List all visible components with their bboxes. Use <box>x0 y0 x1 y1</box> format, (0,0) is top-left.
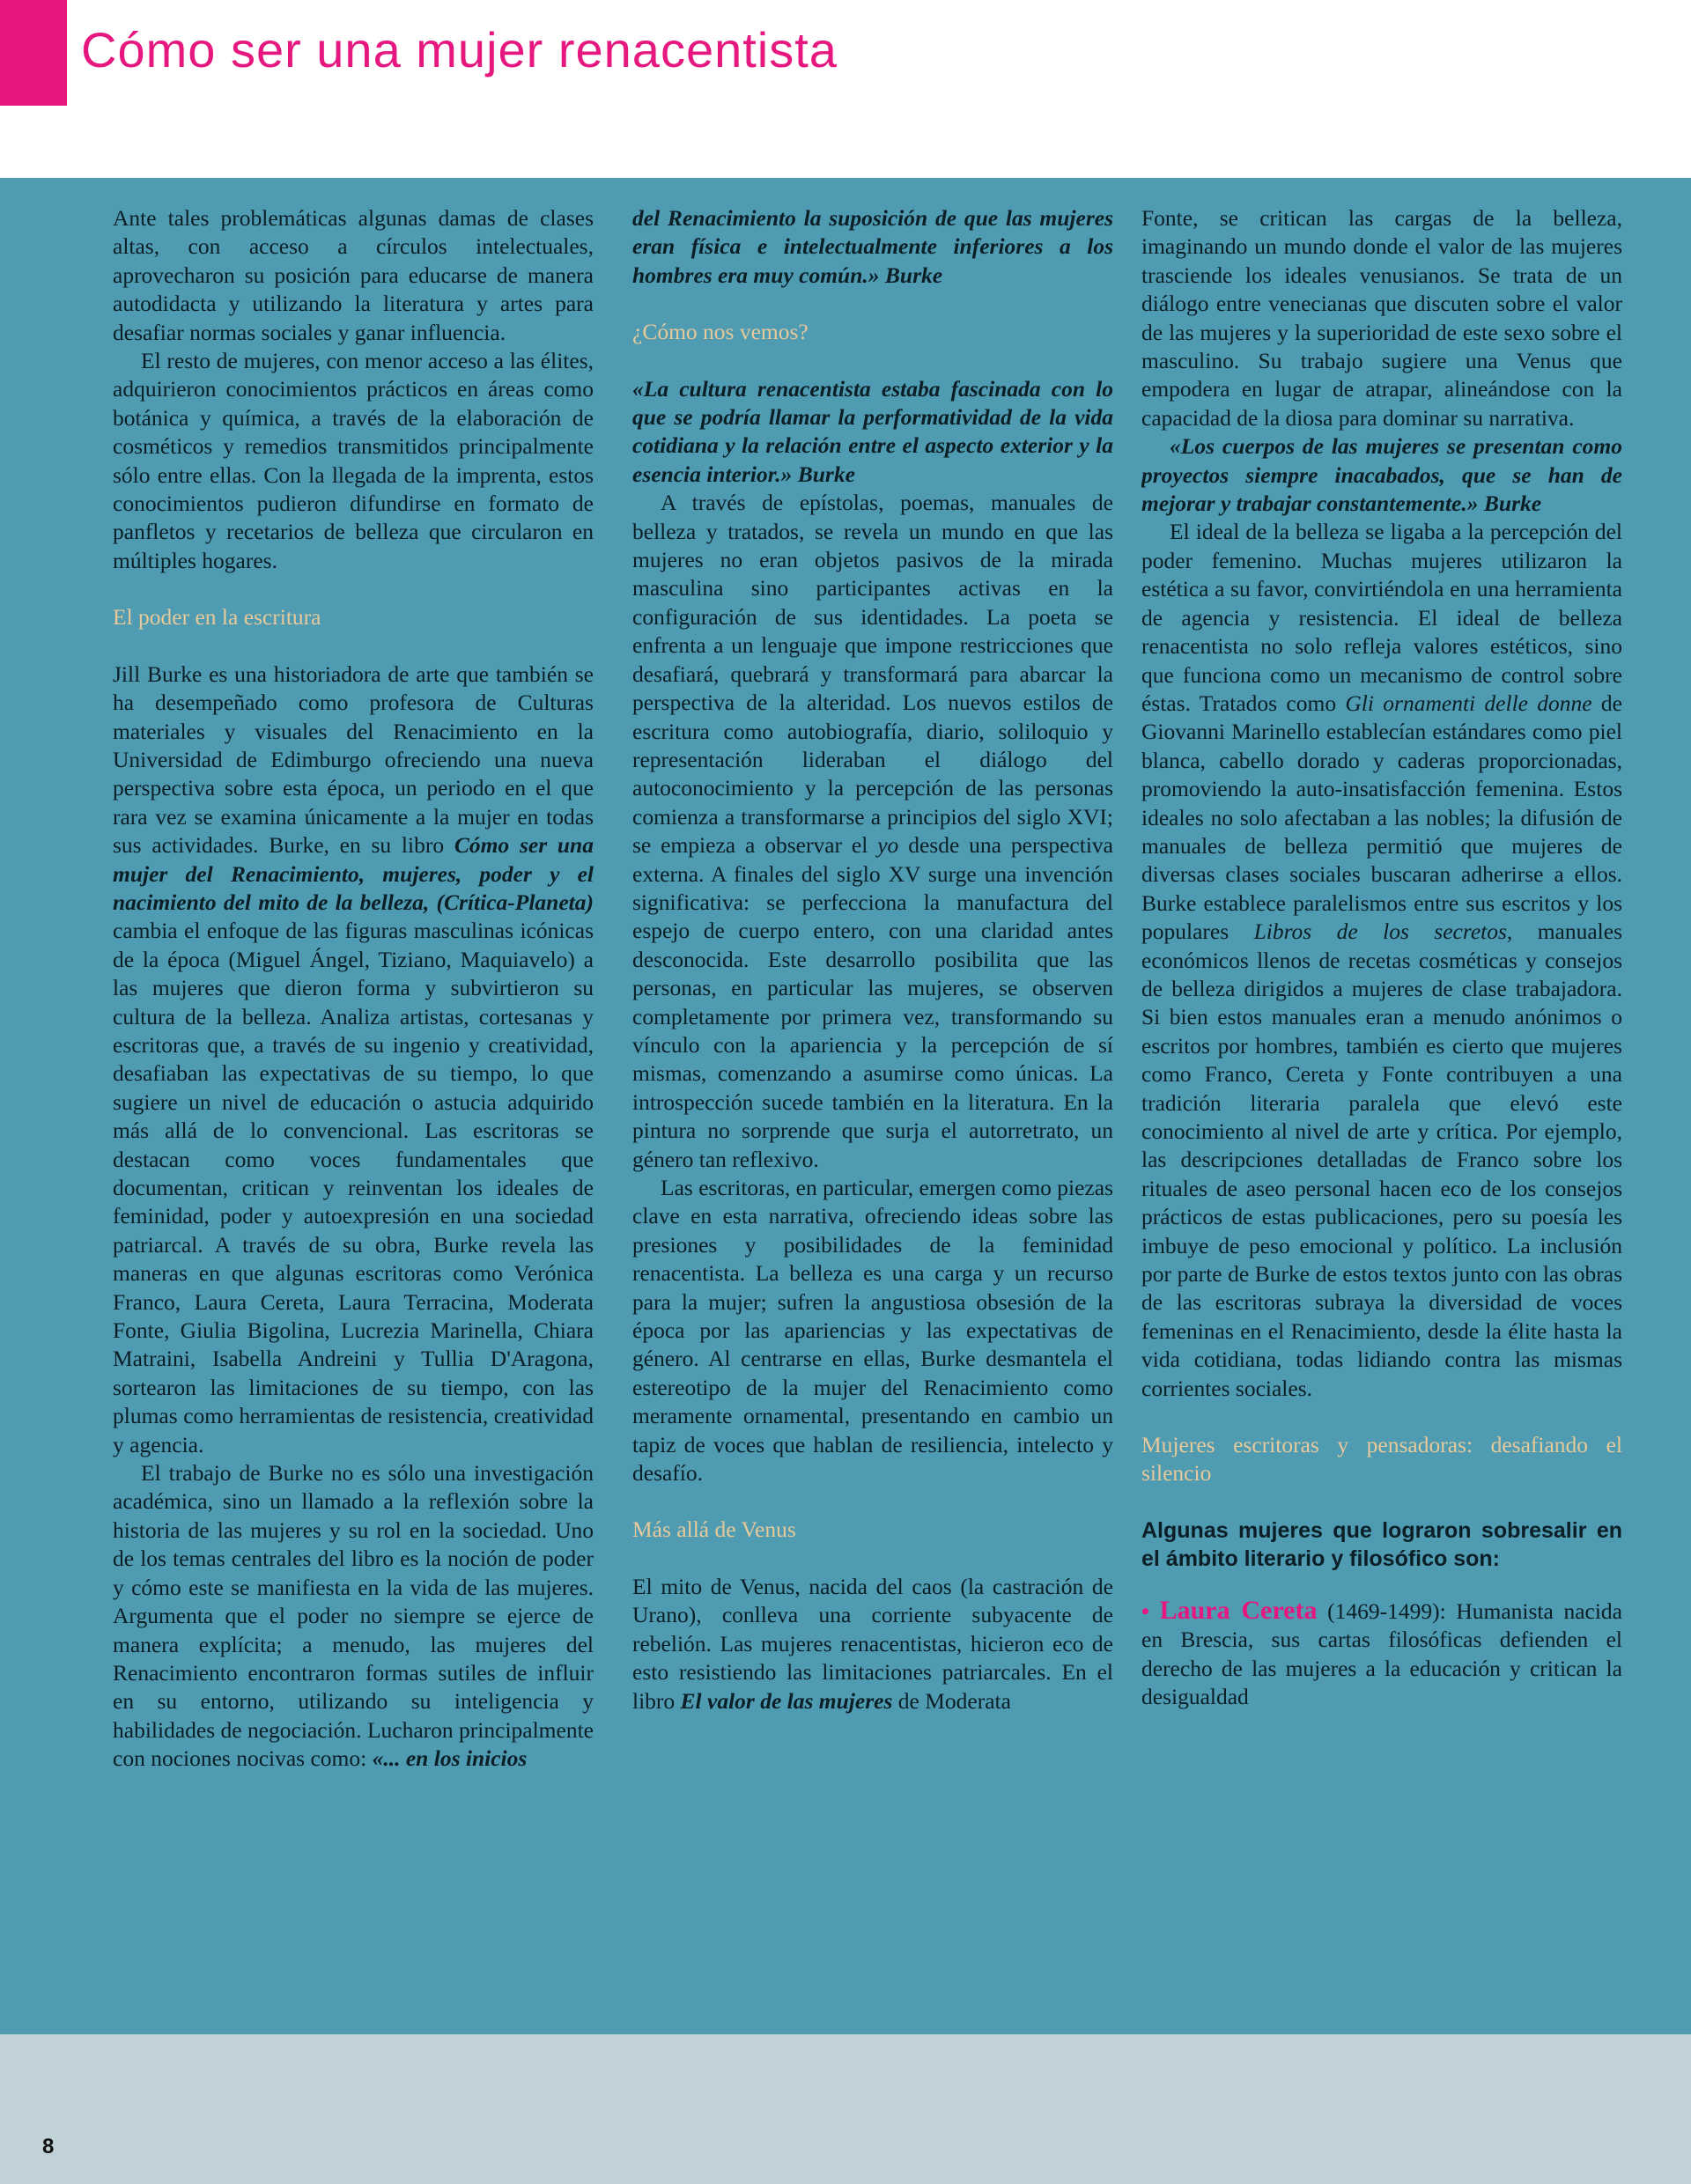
pull-quote: «Los cuerpos de las mujeres se presentan como proyectos siempre inacabados, que se han de mejorar y trabajar constantemente.» Burke <box>1141 433 1622 517</box>
paragraph: Fonte, se critican las cargas de la belleza, imaginando un mundo donde el valor de las mujeres trasciende los ideales venusianos. Se trata de un diálogo entre venecianas que discuten sobre el valor de las mujeres y la superioridad de este sexo sobre el masculino. Su trabajo sugiere una Venus que empodera en lugar de atrapar, alineándose con la capacidad de la diosa para dominar su narrativa. <box>1141 205 1622 431</box>
page-number: 8 <box>42 2135 55 2158</box>
list-intro: Algunas mujeres que lograron sobresalir en el ámbito literario y filosófico son: <box>1141 1517 1622 1572</box>
paragraph: El mito de Venus, nacida del caos (la castración de Urano), conlleva una corriente subyacente de rebelión. Las mujeres renacentistas, hicieron eco de esto resistiendo las limitaciones patriarcales. En el libro El valor de las mujeres de Moderata <box>632 1573 1113 1714</box>
column-1 <box>113 204 594 2010</box>
subheading-mas-alla-venus: Más allá de Venus <box>632 1516 796 1543</box>
paragraph: El ideal de la belleza se ligaba a la percepción del poder femenino. Muchas mujeres utilizaron la estética a su favor, convirtiéndola en una herramienta de agencia y resistencia. El ideal de belleza renacentista no solo refleja valores estéticos, sino que funciona como un mecanismo de control sobre éstas. Tratados como Gli ornamenti delle donne de Giovanni Marinello establecían estándares como piel blanca, cabello dorado y caderas proporcionadas, promoviendo la auto-insatisfacción femenina. Estos ideales no solo afectaban a las nobles; la difusión de manuales de belleza permitió que mujeres de diversas clases sociales buscaran adherirse a ellos. Burke establece paralelismos entre sus escritos y los populares Libros de los secretos, manuales económicos llenos de recetas cosméticas y consejos de belleza dirigidos a mujeres de clase trabajadora. Si bien estos manuales eran a menudo anónimos o escritos por hombres, también es cierto que mujeres como Franco, Cereta y Fonte contribuyen a una tradición literaria paralela que elevó este conocimiento al nivel de arte y crítica. Por ejemplo, las descripciones detalladas de Franco sobre los rituales de aseo personal hacen eco de los consejos prácticos de estas publicaciones, pero su poesía les imbuye de peso emocional y político. La inclusión por parte de Burke de estos textos junto con las obras de las escritoras subraya la diversidad de voces femeninas en el Renacimiento, desde la élite hasta la vida cotidiana, todas lidiando contra las mismas corrientes sociales. <box>1141 519 1622 1401</box>
paragraph: El resto de mujeres, con menor acceso a las élites, adquirieron conocimientos prácticos en áreas como botánica y química, a través de la elaboración de cosméticos y remedios transmitidos principalmente sólo entre ellas. Con la llegada de la imprenta, estos conocimientos pudieron difundirse en formato de panfletos y recetarios de belleza que circularon en múltiples hogares. <box>113 348 594 573</box>
pull-quote: «La cultura renacentista estaba fascinada con lo que se podría llamar la performatividad de la vida cotidiana y la relación entre el aspecto exterior y la esencia interior.» Burke <box>632 375 1113 487</box>
bullet-icon: • <box>1141 1597 1149 1624</box>
italic-title: Libros de los secretos <box>1253 919 1507 945</box>
italic-word: yo <box>877 832 899 859</box>
accent-bar <box>0 0 67 106</box>
bullet-name: Laura Cereta <box>1159 1595 1318 1625</box>
paragraph: Ante tales problemáticas algunas damas de clases altas, con acceso a círculos intelectuales, aprovecharon su posición para educarse de manera autodidacta y utilizando la literatura y artes para desafiar normas sociales y ganar influencia. <box>113 205 594 345</box>
italic-title: Gli ornamenti delle donne <box>1345 690 1592 716</box>
book-title: El valor de las mujeres <box>680 1687 893 1714</box>
subheading-poder-escritura: El poder en la escritura <box>113 604 321 631</box>
paragraph: A través de epístolas, poemas, manuales de belleza y tratados, se revela un mundo en que las mujeres no eran objetos pasivos de la mirada masculina sino participantes activas en la configuración de sus identidades. La poeta se enfrenta a un lenguaje que impone restricciones que desafiará, quebrará y transformará para abarcar la perspectiva de la alteridad. Los nuevos estilos de escritura como autobiografía, diario, soliloquio y representación lideraban el diálogo del autoconocimiento y la percepción de las personas comienza a transformarse a principios del siglo XVI; se empieza a observar el yo desde una perspectiva externa. A finales del siglo XV surge una invención significativa: se perfecciona la manufactura del espejo de cuerpo entero, con una claridad antes desconocida. Este desarrollo posibilita que las personas, en particular las mujeres, se observen completamente por primera vez, transformando su vínculo con la apariencia y la percepción de sí mismas, comenzando a asumirse como únicas. La introspección sucede también en la literatura. En la pintura no sorprende que surja el autorretrato, un género tan reflexivo. <box>632 490 1113 1172</box>
paragraph: Las escritoras, en particular, emergen como piezas clave en esta narrativa, ofreciendo ideas sobre las presiones y posibilidades de la feminidad renacentista. La belleza es una carga y un recurso para la mujer; sufren la angustiosa obsesión de la época por las apariencias y las expectativas de género. Al centrarse en ellas, Burke desmantela el estereotipo de la mujer del Renacimiento como meramente ornamental, presentando en cambio un tapiz de voces que hablan de resiliencia, intelecto y desafío. <box>632 1175 1113 1487</box>
subheading-mujeres-escritoras: Mujeres escritoras y pensadoras: desafiando el silencio <box>1141 1432 1622 1487</box>
book-title: Cómo ser una mujer del Renacimiento, mujeres, poder y el nacimiento del mito de la belleza, (Crítica-Planeta) <box>113 832 594 915</box>
column-3 <box>1141 204 1622 2010</box>
quote-fragment: «... en los inicios <box>372 1745 528 1772</box>
subheading-como-nos-vemos: ¿Cómo nos vemos? <box>632 319 809 345</box>
footer-band <box>0 2034 1691 2184</box>
paragraph-burke-work: El trabajo de Burke no es sólo una investigación académica, sino un llamado a la reflexión sobre la historia de las mujeres y su rol en la sociedad. Uno de los temas centrales del libro es la noción de poder y cómo este se manifiesta en la vida de las mujeres. Argumenta que el poder no siempre se ejerce de manera explícita; a menudo, las mujeres del Renacimiento encontraron formas sutiles de influir en su entorno, utilizando su inteligencia y habilidades de negociación. Lucharon principalmente con nociones nocivas como: «... en los inicios <box>113 1460 594 1772</box>
column-2 <box>632 204 1113 2010</box>
list-item: • Laura Cereta (1469-1499): Humanista nacida en Brescia, sus cartas filosóficas defienden el derecho de las mujeres a la educación y critican la desigualdad <box>1141 1595 1622 1709</box>
pull-quote: del Renacimiento la suposición de que las mujeres eran física e intelectualmente inferiores a los hombres era muy común.» Burke <box>632 205 1113 288</box>
page-title: Cómo ser una mujer renacentista <box>81 22 838 77</box>
paragraph-burke-intro: Jill Burke es una historiadora de arte que también se ha desempeñado como profesora de Culturas materiales y visuales del Renacimiento en la Universidad de Edimburgo ofreciendo una nueva perspectiva sobre esta época, un periodo en el que rara vez se examina únicamente a la mujer en todas sus actividades. Burke, en su libro Cómo ser una mujer del Renacimiento, mujeres, poder y el nacimiento del mito de la belleza, (Crítica-Planeta) cambia el enfoque de las figuras masculinas icónicas de la época (Miguel Ángel, Tiziano, Maquiavelo) a las mujeres que dieron forma y subvirtieron su cultura de la belleza. Analiza artistas, cortesanas y escritoras que, a través de su ingenio y creatividad, desafiaban las expectativas de su tiempo, lo que sugiere un nivel de educación o astucia adquirido más allá de lo convencional. Las escritoras se destacan como voces fundamentales que documentan, critican y reinventan los ideales de feminidad, poder y autoexpresión en una sociedad patriarcal. A través de su obra, Burke revela las maneras en que algunas escritoras como Verónica Franco, Laura Cereta, Laura Terracina, Moderata Fonte, Giulia Bigolina, Lucrezia Marinella, Chiara Matraini, Isabella Andreini y Tullia D'Aragona, sortearon las limitaciones de su tiempo, con las plumas como herramientas de resistencia, creatividad y agencia. <box>113 660 594 1457</box>
